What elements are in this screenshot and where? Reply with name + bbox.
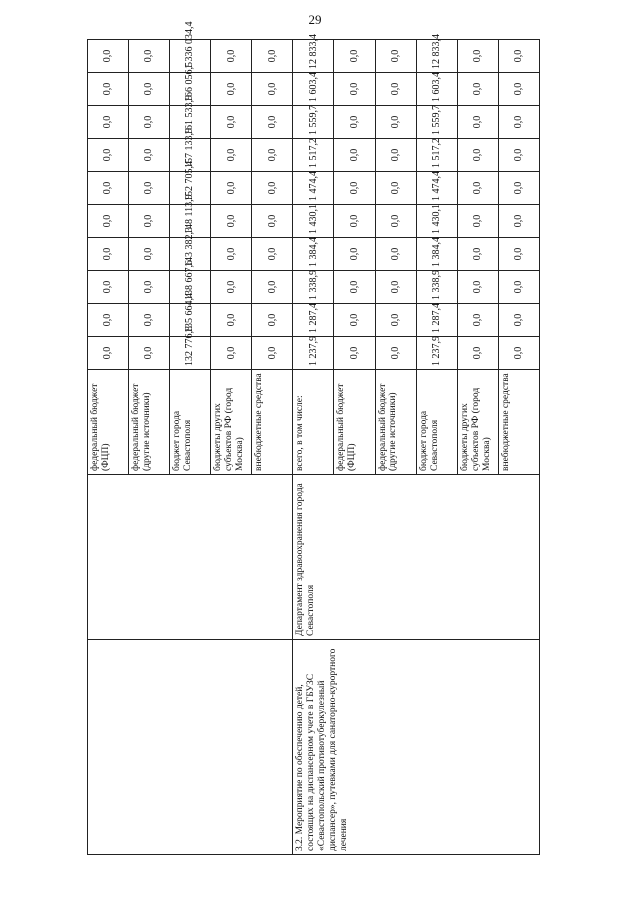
- value-cell: 0,0: [498, 238, 539, 271]
- value-cell: 0,0: [498, 304, 539, 337]
- value-cell: 0,0: [211, 337, 252, 370]
- value-cell: 0,0: [88, 139, 129, 172]
- value-cell: 0,0: [457, 40, 498, 73]
- funding-source-label: бюджет города Севастополя: [416, 370, 457, 475]
- rotated-table-container: [87, 21, 539, 855]
- value-cell: 0,0: [252, 205, 293, 238]
- value-cell: 0,0: [88, 238, 129, 271]
- value-cell: 0,0: [211, 304, 252, 337]
- value-cell: 0,0: [375, 40, 416, 73]
- value-cell: 0,0: [498, 271, 539, 304]
- value-cell: 0,0: [129, 205, 170, 238]
- funding-source-label: федеральный бюджет (другие источники): [129, 370, 170, 475]
- value-cell: 0,0: [129, 337, 170, 370]
- funding-source-label: всего, в том числе:: [293, 370, 334, 475]
- value-cell: 1 237,9: [293, 337, 334, 370]
- value-cell: 0,0: [211, 271, 252, 304]
- value-cell: 138 667,6: [170, 271, 211, 304]
- value-cell: 0,0: [375, 271, 416, 304]
- funding-source-label: федеральный бюджет (другие источники): [375, 370, 416, 475]
- value-cell: 0,0: [211, 73, 252, 106]
- funding-source-label: внебюджетные средства: [498, 370, 539, 475]
- value-cell: 0,0: [334, 73, 375, 106]
- value-cell: 0,0: [498, 106, 539, 139]
- value-cell: 0,0: [211, 238, 252, 271]
- value-cell: 12 833,4: [416, 40, 457, 73]
- value-cell: 0,0: [334, 271, 375, 304]
- value-cell: 0,0: [129, 172, 170, 205]
- value-cell: 0,0: [498, 172, 539, 205]
- value-cell: 1 338,9: [293, 271, 334, 304]
- value-cell: 0,0: [498, 139, 539, 172]
- empty-merged-cell: [88, 640, 293, 855]
- value-cell: 0,0: [457, 106, 498, 139]
- value-cell: 0,0: [457, 238, 498, 271]
- value-cell: 0,0: [252, 304, 293, 337]
- value-cell: 0,0: [129, 106, 170, 139]
- value-cell: 0,0: [498, 337, 539, 370]
- value-cell: 0,0: [129, 40, 170, 73]
- value-cell: 0,0: [375, 205, 416, 238]
- value-cell: 0,0: [129, 139, 170, 172]
- value-cell: 0,0: [88, 304, 129, 337]
- value-cell: 0,0: [457, 337, 498, 370]
- value-cell: 0,0: [375, 106, 416, 139]
- value-cell: 1 517,2: [293, 139, 334, 172]
- value-cell: 0,0: [457, 139, 498, 172]
- funding-source-label: бюджеты других субъектов РФ (город Москва): [211, 370, 252, 475]
- value-cell: 152 705,4: [170, 172, 211, 205]
- value-cell: 0,0: [375, 337, 416, 370]
- value-cell: 1 338,9: [416, 271, 457, 304]
- value-cell: 0,0: [334, 139, 375, 172]
- value-cell: 135 664,4: [170, 304, 211, 337]
- funding-source-label: бюджет города Севастополя: [170, 370, 211, 475]
- value-cell: 161 533,9: [170, 106, 211, 139]
- value-cell: 157 133,9: [170, 139, 211, 172]
- value-cell: 0,0: [498, 40, 539, 73]
- value-cell: 0,0: [211, 40, 252, 73]
- value-cell: 0,0: [88, 40, 129, 73]
- value-cell: 0,0: [334, 40, 375, 73]
- value-cell: 0,0: [252, 172, 293, 205]
- value-cell: 0,0: [252, 238, 293, 271]
- funding-source-label: федеральный бюджет (ФЦП): [334, 370, 375, 475]
- value-cell: 0,0: [88, 337, 129, 370]
- value-cell: 0,0: [252, 40, 293, 73]
- table-row: [88, 40, 129, 855]
- value-cell: 0,0: [252, 271, 293, 304]
- funding-source-label: бюджеты других субъектов РФ (город Москва): [457, 370, 498, 475]
- page-number: 29: [308, 12, 322, 27]
- value-cell: 0,0: [375, 73, 416, 106]
- value-cell: 12 833,4: [293, 40, 334, 73]
- value-cell: 0,0: [375, 238, 416, 271]
- value-cell: 1 603,4: [416, 73, 457, 106]
- value-cell: 1 237,9: [416, 337, 457, 370]
- funding-source-label: федеральный бюджет (ФЦП): [88, 370, 129, 475]
- value-cell: 132 776,8: [170, 337, 211, 370]
- value-cell: 1 474,4: [293, 172, 334, 205]
- value-cell: 166 056,5: [170, 73, 211, 106]
- value-cell: 0,0: [88, 205, 129, 238]
- value-cell: 0,0: [88, 106, 129, 139]
- value-cell: 0,0: [129, 238, 170, 271]
- value-cell: 1 336 034,4: [170, 40, 211, 73]
- empty-merged-cell: [88, 475, 293, 640]
- value-cell: 143 382,3: [170, 238, 211, 271]
- value-cell: 0,0: [211, 106, 252, 139]
- value-cell: 1 430,1: [293, 205, 334, 238]
- value-cell: 0,0: [457, 304, 498, 337]
- funding-source-label: внебюджетные средства: [252, 370, 293, 475]
- value-cell: 0,0: [211, 205, 252, 238]
- value-cell: 0,0: [375, 304, 416, 337]
- value-cell: 1 430,1: [416, 205, 457, 238]
- value-cell: 0,0: [88, 271, 129, 304]
- budget-table: [87, 21, 540, 855]
- value-cell: 0,0: [498, 73, 539, 106]
- value-cell: 0,0: [252, 337, 293, 370]
- table-row: [293, 40, 334, 855]
- value-cell: 0,0: [252, 139, 293, 172]
- measure-title: 3.2. Мероприятие по обеспечению детей, состоящих на диспансерном учете в ГБУЗС «Севастопольский противотуберкулезный диспансер», путевками для санаторно-курортного лечения: [293, 640, 539, 855]
- value-cell: 1 517,2: [416, 139, 457, 172]
- value-cell: 148 113,9: [170, 205, 211, 238]
- value-cell: 0,0: [334, 337, 375, 370]
- value-cell: 0,0: [498, 205, 539, 238]
- value-cell: 0,0: [211, 139, 252, 172]
- value-cell: 0,0: [252, 73, 293, 106]
- value-cell: 0,0: [129, 73, 170, 106]
- value-cell: 0,0: [252, 106, 293, 139]
- value-cell: 0,0: [375, 172, 416, 205]
- value-cell: 0,0: [375, 139, 416, 172]
- value-cell: 1 384,4: [416, 238, 457, 271]
- value-cell: 1 603,4: [293, 73, 334, 106]
- value-cell: 1 559,7: [293, 106, 334, 139]
- value-cell: 1 287,4: [293, 304, 334, 337]
- value-cell: 0,0: [334, 238, 375, 271]
- value-cell: 0,0: [88, 172, 129, 205]
- value-cell: 0,0: [129, 304, 170, 337]
- value-cell: 0,0: [334, 205, 375, 238]
- value-cell: 0,0: [129, 271, 170, 304]
- value-cell: 0,0: [88, 73, 129, 106]
- value-cell: 1 474,4: [416, 172, 457, 205]
- value-cell: 0,0: [457, 172, 498, 205]
- value-cell: 0,0: [211, 172, 252, 205]
- value-cell: 0,0: [334, 106, 375, 139]
- value-cell: 1 559,7: [416, 106, 457, 139]
- value-cell: 0,0: [334, 304, 375, 337]
- value-cell: 0,0: [457, 205, 498, 238]
- value-cell: 0,0: [334, 172, 375, 205]
- value-cell: 0,0: [457, 73, 498, 106]
- value-cell: 0,0: [457, 271, 498, 304]
- executor: Департамент здравоохранения города Севастополя: [293, 475, 539, 640]
- value-cell: 1 287,4: [416, 304, 457, 337]
- value-cell: 1 384,4: [293, 238, 334, 271]
